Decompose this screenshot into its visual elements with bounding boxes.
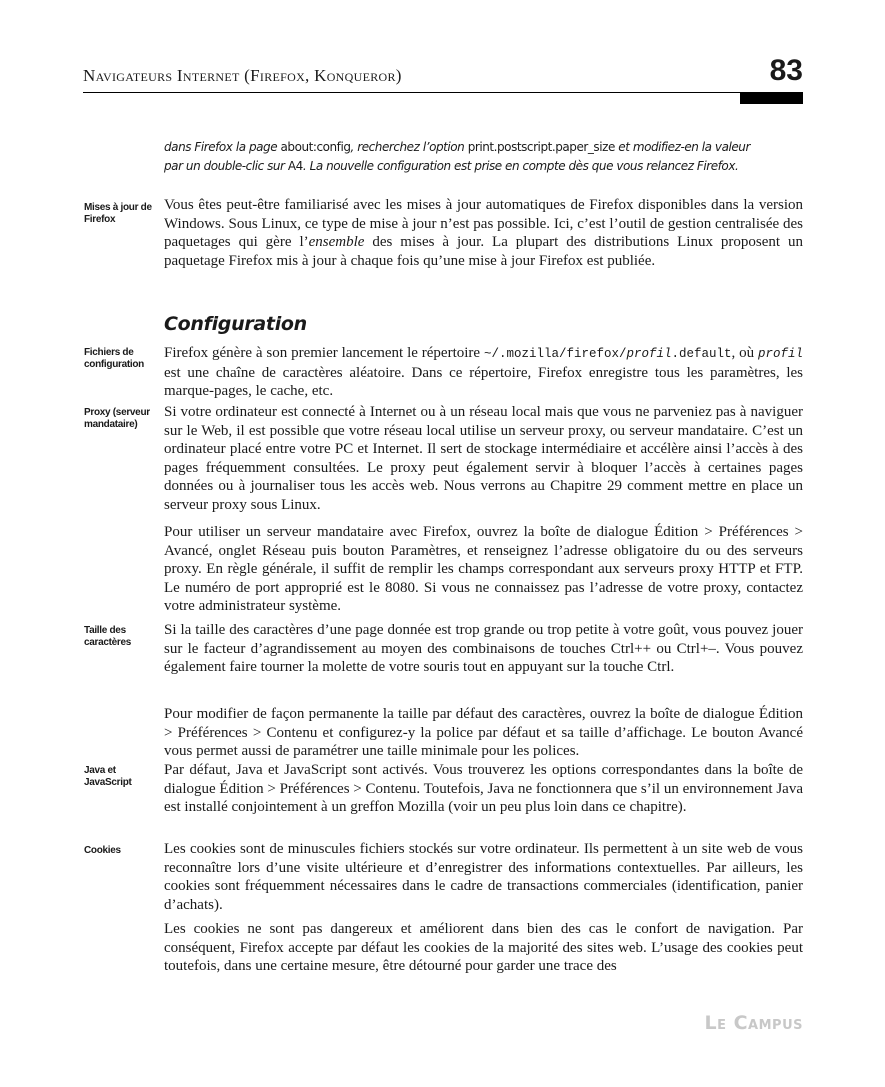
margin-label-cookies: Cookies <box>84 845 121 856</box>
header-rule <box>83 92 803 93</box>
paragraph-taille-1: Si la taille des caractères d’une page donnée est trop grande ou trop petite à votre goût, vous pouvez jouer sur le facteur d’agrandissement au moyen des combinaisons de touches Ctrl++ ou Ctrl+–. Vous pouvez également faire tourner la molette de votre souris tout en appuyant sur la touche Ctrl. <box>164 622 803 675</box>
paragraph-taille-2: Pour modifier de façon permanente la taille par défaut des caractères, ouvrez la boîte de dialogue Édition > Préférences > Contenu et configurez-y la police par défaut et sa taille d’affichage. Le bouton Avancé vous permet aussi de paramétrer une taille minimale pour les polices. <box>164 706 803 759</box>
note-term-about-config: about:config <box>280 140 351 154</box>
note-line-1 <box>164 138 803 157</box>
running-header-title: Navigateurs Internet (Firefox, Konqueror) <box>83 66 402 85</box>
para-text: Vous êtes peut-être familiarisé avec les mises à jour automatiques de Firefox disponibles dans la version Windows. Sous Linux, ce type de mise à jour n’est pas possible. Ici, c’est l’outil de gestion centralisée des paquetages qui gère l’ <box>164 197 803 250</box>
para-text: , où <box>731 345 758 361</box>
section-heading-configuration: Configuration <box>164 313 307 335</box>
note-term-paper-size: print.postscript.paper_size <box>467 140 615 154</box>
note-line-2 <box>164 157 803 176</box>
note-text: . La nouvelle configuration est prise en compte dès que vous relancez Firefox. <box>302 159 739 173</box>
para-text: Firefox génère à son premier lancement le répertoire <box>164 345 484 361</box>
para-text: des mises à jour. La plupart des distributions Linux proposent un paquetage Firefox mis à jour à chaque fois qu’une mise à jour Firefox est publiée. <box>164 234 803 269</box>
paragraph-mises-a-jour <box>164 196 803 270</box>
code-path-italic: profil <box>626 347 672 361</box>
paragraph-proxy-2: Pour utiliser un serveur mandataire avec Firefox, ouvrez la boîte de dialogue Édition > Préférences > Avancé, onglet Réseau puis bouton Paramètres, et renseignez l’adresse obligatoire du ou des serveurs proxy. En règle générale, il suffit de remplir les champs correspondant aux serveurs proxy HTTP et FTP. Le numéro de port approprié est le 8080. Si vous ne connaissez pas l’adresse de votre proxy, contactez votre administrateur système. <box>164 524 803 614</box>
paragraph-java: Par défaut, Java et JavaScript sont activés. Vous trouverez les options correspondantes dans la boîte de dialogue Édition > Préférences > Contenu. Toutefois, Java ne fonctionnera que s’il un environnement Java est installé conjointement à un greffon Mozilla (voir un peu plus loin dans ce chapitre). <box>164 762 803 815</box>
code-profil: profil <box>758 347 804 361</box>
paragraph-cookies-2: Les cookies ne sont pas dangereux et améliorent dans bien des cas le confort de navigation. Par conséquent, Firefox accepte par défaut les cookies de la majorité des sites web. L’usage des cookies peut toutefois, dans une certaine mesure, être détourné pour garder une trace des <box>164 921 803 974</box>
margin-label-taille: Taille des caractères <box>84 625 132 648</box>
margin-label-mises-a-jour: Mises à jour de Firefox <box>84 202 152 225</box>
margin-label-proxy: Proxy (serveur mandataire) <box>84 407 150 430</box>
page-number: 83 <box>769 54 803 87</box>
continued-note <box>164 138 803 176</box>
paragraph-cookies-1: Les cookies sont de minuscules fichiers stockés sur votre ordinateur. Ils permettent à un site web de vous reconnaître lors d’une visite ultérieure et d’enregistrer des informations contextuelles. Par ailleurs, les cookies sont fréquemment nécessaires dans le cadre de transactions commerciales (identification, panier d’achats). <box>164 841 803 913</box>
note-text: dans Firefox la page <box>164 140 281 154</box>
note-term-a4: A4 <box>287 159 303 173</box>
paragraph-proxy-1: Si votre ordinateur est connecté à Internet ou à un réseau local mais que vous ne parveniez pas à naviguer sur le Web, il est possible que votre réseau local utilise un serveur proxy, ou serveur mandataire. C’est un ordinateur placé entre votre PC et Internet. Il sert de stockage intermédiaire et accélère ainsi l’accès à des pages fréquemment consultées. Le proxy peut également servir à bloquer l’accès à certaines pages données ou à journaliser tous les accès web. Nous verrons au Chapitre 29 comment mettre en place un serveur proxy sous Linux. <box>164 404 803 513</box>
note-text: et modifiez-en la valeur <box>614 140 750 154</box>
para-emphasis: ensemble <box>308 234 365 250</box>
para-text: est une chaîne de caractères aléatoire. Dans ce répertoire, Firefox enregistre tous les paramètres, les marque-pages, le cache, etc. <box>164 364 803 399</box>
code-path: ~/.mozilla/firefox/ <box>483 347 627 361</box>
margin-label-java: Java et JavaScript <box>84 765 132 788</box>
publisher-logo: Le Campus <box>704 1012 803 1034</box>
margin-label-fichiers: Fichiers de configuration <box>84 347 144 370</box>
code-path: .default <box>671 347 732 361</box>
note-text: , recherchez l’option <box>350 140 468 154</box>
note-text: par un double-clic sur <box>164 159 288 173</box>
paragraph-fichiers <box>164 344 803 401</box>
header-bar <box>740 93 803 104</box>
